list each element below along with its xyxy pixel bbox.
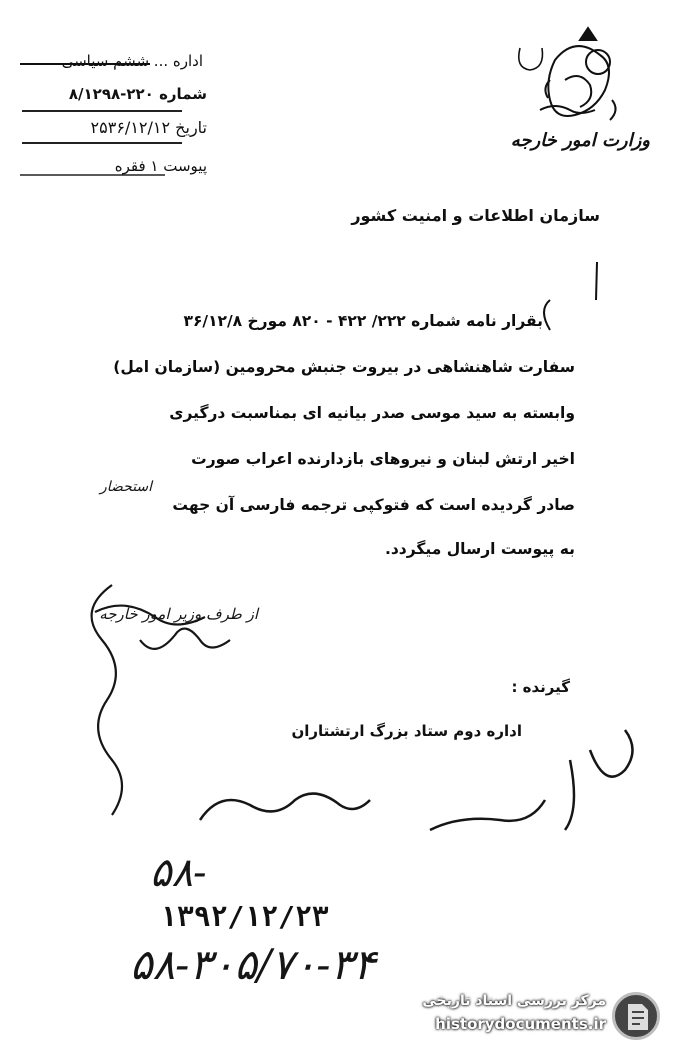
body-line-1: بقرار نامه شماره ۲۲۲/ ۴۲۲ - ۸۲۰ مورخ ۳۶/۱۲/۸ [183,312,543,330]
watermark-url[interactable]: historydocuments.ir [435,1015,606,1033]
attachment-line: پیوست ۱ فقره [114,157,207,175]
stamp-date: ۱۳۹۲/۱۲/۲۳ [160,900,329,933]
watermark-title: مرکز بررسی اسناد تاریخی [422,993,606,1009]
body-line-4: اخیر ارتش لبنان و نیروهای بازدارنده اعراب صورت [191,450,575,468]
paraph-scribble-1 [200,794,370,820]
department-line: اداره ... ششم سیاسی [61,52,203,70]
lion-sun-emblem [540,28,616,120]
body-line-6: به پیوست ارسال میگردد. [384,540,575,558]
recipients-label: گیرنده : [511,678,570,696]
emblem-label [548,40,549,41]
corner-curl [519,48,543,70]
body-line-3: وابسته به سید موسی صدر بیانیه ای بمناسبت درگیری [169,404,575,422]
paragraph-bracket [544,300,550,330]
number-rule [22,110,182,112]
date-rule [22,142,182,144]
handwritten-number: ۵۸-۳۰۵/۷۰-۳۴ [130,940,376,989]
number-line: شماره ۲۲۰-۸/۱۲۹۸ [68,85,207,103]
body-insert-handwritten: استحضار [100,479,153,495]
addressee: سازمان اطلاعات و امنیت کشور [351,206,600,225]
body-line-2: سفارت شاهنشاهی در بیروت جنبش محرومین (سازمان امل) [113,358,575,376]
ministry-title: وزارت امور خارجه [510,130,650,151]
watermark [380,990,670,1046]
margin-tick [596,262,597,300]
date-line: تاریخ ۲۵۳۶/۱۲/۱۲ [90,118,207,137]
recipients-line: اداره دوم ستاد بزرگ ارتشتاران [291,722,522,740]
watermark-logo-icon [612,992,660,1040]
body-line-5: صادر گردیده است که فتوکپی ترجمه فارسی آن جهت [172,496,575,514]
handwritten-top-number: ۵۸- [150,850,207,896]
paraph-scribble-2 [430,730,633,830]
signature-text: از طرف وزیر امور خارجه [99,605,258,623]
